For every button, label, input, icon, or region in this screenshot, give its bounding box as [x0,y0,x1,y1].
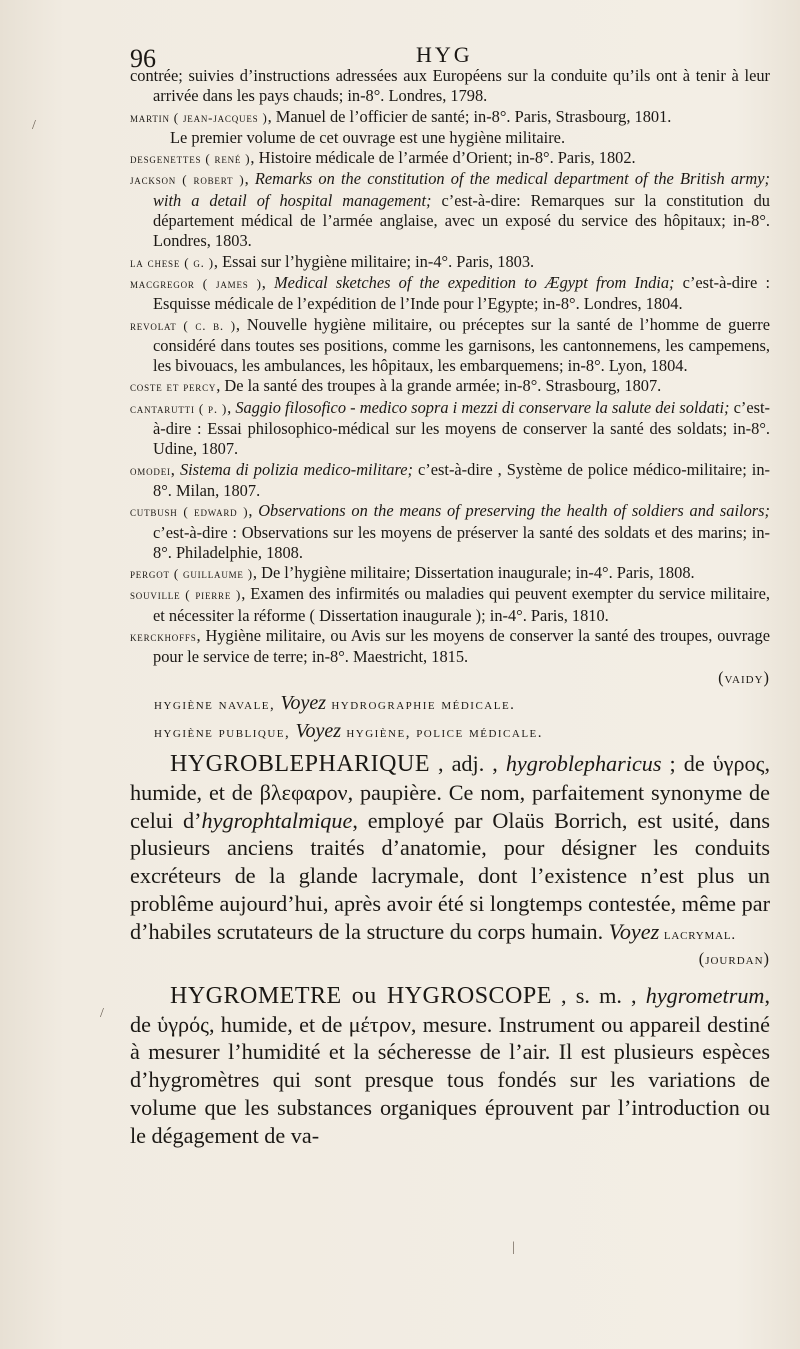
italic-text: Medical sketches of the expedition to Ægypt from India; [274,272,675,292]
body-text: , [170,459,180,479]
bibliography-entry [130,315,770,377]
bibliography-entry [130,273,770,315]
body-text: , Histoire médicale de l’armée d’Orient; in-8°. Paris, 1802. [250,148,636,168]
author-name: omodei [130,462,171,478]
bibliography-note [130,128,770,148]
body-text: , s. m. , [551,982,646,1008]
body-text: , Manuel de l’officier de santé; in-8°. Paris, Strasbourg, 1801. [267,106,672,126]
italic-text: Observations on the means of preserving the health of soldiers and sailors; [258,501,770,521]
body-text: contrée; suivies d’instructions adressées aux Européens sur la conduite qu’ils ont à tenir à leur arrivée dans les pays chauds; in-8°. Londres, 1798. [130,66,770,106]
author-name: coste et percy [130,379,217,395]
body-text: c’est-à-dire : Esquisse médicale de l’expédition de l’Inde pour l’Egypte; in-8°. Londres, 1804. [153,272,770,314]
body-text: , De l’hygiène militaire; Dissertation inaugurale; in-4°. Paris, 1808. [252,563,695,583]
body-text: c’est-à-dire: Remarques sur la constitution du département médical de l’armée anglaise, avec un exposé du service des hôpitaux; in-8°. Londres, 1803. [153,190,770,251]
body-text: , Nouvelle hygiène militaire, ou préceptes sur la santé de l’homme de guerre considéré dans toutes ses positions, comme les garnisons, les cantonnemens, les campemens, les bivouacs, les ambulances, les hôpitaux, les embarquemens; in-8°. Lyon, 1804. [153,314,770,376]
italic-text: Sistema di polizia medico-militare; [179,459,413,479]
body-text: , Essai sur l’hygiène militaire; in-4°. Paris, 1803. [213,251,535,271]
body-text: , De la santé des troupes à la grande armée; in-8°. Strasbourg, 1807. [216,376,662,396]
cross-ref-voyez: Voyez [295,719,342,742]
author-name: macgregor ( james ) [130,275,262,291]
author-signature-vaidy: (vaidy) [718,667,770,687]
bibliography-entry [130,563,770,584]
body-text: , [227,397,236,417]
bibliography-entry [130,398,770,460]
running-head: HYG [416,42,473,67]
body-text: c’est-à-dire , Système de police médico-militaire; in-8°. Milan, 1807. [153,459,770,500]
author-signature-jourdan: (jourdan) [698,949,770,969]
bibliography-entry [130,584,770,626]
author-name: la chese ( g. ) [130,254,214,270]
bibliography-entry [130,626,770,668]
body-text: c’est-à-dire : Observations sur les moyens de préserver la santé des soldats et des marins; in-8°. Philadelphie, 1808. [153,522,770,562]
author-name: martin ( jean-jacques ) [130,109,268,125]
italic-text: Voyez [608,918,660,944]
cross-reference [154,720,770,744]
body-text: , de ὑγρός, humide, et de μέτρον, mesure. Instrument ou appareil destiné à mesurer l’humidité et la sécheresse de l’air. Il est plusieurs espèces d’hygromètres qui sont presque tous fondés sur les variations de volume que les substances organiques éprouvent par l’introduction ou le dégagement de va- [130,982,770,1148]
italic-text: hygroblepharicus [505,750,662,776]
body-text: Le premier volume de cet ouvrage est une hygiène militaire. [170,127,566,147]
cross-ref-term: hygiène navale, [154,696,276,713]
italic-text: Remarks on the constitution of the medical department of the British army; with a detail of hospital management; [153,169,770,210]
page-body [130,66,770,1150]
author-name: revolat ( c. b. ) [130,317,236,333]
headword: HYGROBLEPHARIQUE [170,750,430,777]
cross-ref-voyez: Voyez [280,691,327,714]
body-text: , Hygiène militaire, ou Avis sur les moyens de conserver la santé des troupes, ouvrage pour le service de terre; in-8°. Maestricht, 1815. [153,626,770,667]
cross-reference [154,692,770,716]
bibliography-entry [130,148,770,169]
bibliography-entry [130,66,770,107]
author-name: desgenettes ( rené ) [130,151,251,167]
body-text: , [244,169,255,189]
italic-text: Saggio filosofico - medico sopra i mezzi di conservare la salute dei soldati; [235,397,730,417]
headword: HYGROMETRE ou HYGROSCOPE [170,982,552,1009]
italic-text: hygrophtalmique [201,807,353,833]
book-page: 96 HYG contrée; suivies d’instructions adressées aux Européens sur la conduite qu’ils ont à tenir à leur arrivée dans les pays chauds; in-8°. Londres, 1798. martin ( jean-jacques ), Manuel de l’officier de santé; in-8°. Paris, Strasbourg, 1801. Le premier volume de cet ouvrage est une hygiène militaire. desgenettes ( rené ), Histoire médicale de l’armée d’Orient; in-8°. Paris, 1802. jackson ( robert ), Remarks on the constitution of the medical department of the British army; with a detail of hospital management; c’est-à-dire: Remarques sur la constitution du département médical de l’armée anglaise, avec un exposé du service des hôpitaux; in-8°. Londres, 1803. la chese ( g. ), Essai sur l’hygiène militaire; in-4°. Paris, 1803. macgregor ( james ), Medical sketches of the expedition to Ægypt from India; c’est-à-dire : Esquisse médicale de l’expédition de l’Inde pour l’Egypte; in-8°. Londres, 1804. revolat ( c. b. ), Nouvelle hygiène militaire, ou préceptes sur la santé de l’homme de guerre considéré dans toutes ses positions, comme les garnisons, les cantonnemens, les campemens, les bivouacs, les ambulances, les hôpitaux, les embarquemens; in-8°. Lyon, 1804. coste et percy, De la santé des troupes à la grande armée; in-8°. Strasbourg, 1807. cantarutti ( p. ), Saggio filosofico - medico sopra i mezzi di conservare la salute dei soldati; c’est-à-dire : Essai philosophico-médical sur les moyens de conserver la santé des soldats; in-8°. Udine, 1807. omodei, Sistema di polizia medico-militare; c’est-à-dire , Système de police médico-militaire; in-8°. Milan, 1807. cutbush ( edward ), Observations on the means of preserving the health of soldiers and sailors; c’est-à-dire : Observations sur les moyens de préserver la santé des soldats et des marins; in-8°. Philadelphie, 1808. pergot ( guillaume ), De l’hygiène militaire; Dissertation inaugurale; in-4°. Paris, 1808. souville ( pierre ), Examen des infirmités ou maladies qui peuvent exempter du service militaire, et nécessiter la réforme ( Dissertation inaugurale ); in-4°. Paris, 1810. kerckhoffs, Hygiène militaire, ou Avis sur les moyens de conserver la santé des troupes, ouvrage pour le service de terre; in-8°. Maestricht, 1815. (vaidy) hygiène navale, Voyez hydrographie médicale. hygiène publique, Voyez hygiène, police médicale. HYGROBLEPHARIQUE , adj. , hygroblepharicus ; de ὑγρος, humide, et de βλεφαρον, paupière. Ce nom, parfaitement synonyme de celui d’hygrophtalmique, employé par Olaüs Borrich, est usité, dans plusieurs anciens traités d’anatomie, pour désigner les conduits excréteurs de la glande lacrymale, dont l’existence n’est plus un problême aujourd’hui, après avoir été si longtemps contestée, même par d’habiles scrutateurs de la structure du corps humain. Voyez lacrymal. (jourdan) HYGROMETRE ou HYGROSCOPE , s. m. , hygrometrum, de ὑγρός, humide, et de μέτρον, mesure. Instrument ou appareil destiné à mesurer l’humidité et la sécheresse de l’air. Il est plusieurs espèces d’hygromètres qui sont presque tous fondés sur les variations de volume que les substances organiques éprouvent par l’introduction ou le dégagement de va- / / | [0,0,800,1349]
author-name: souville ( pierre ) [130,587,242,603]
bibliography-entry [130,460,770,502]
page-number: 96 [130,44,156,73]
author-name: cutbush ( edward ) [130,504,249,520]
bibliography-entry [130,252,770,273]
author-name: lacrymal. [659,926,736,943]
cross-ref-term: hygiène publique, [154,724,291,741]
body-text: , Examen des infirmités ou maladies qui peuvent exempter du service militaire, et nécessiter la réforme ( Dissertation inaugurale ); in-4°. Paris, 1810. [153,584,770,625]
author-name: jackson ( robert ) [130,172,245,188]
body-text: c’est-à-dire : Essai philosophico-médical sur les moyens de conserver la santé des soldats; in-8°. Udine, 1807. [153,397,771,459]
body-text: , [248,501,259,521]
author-name: cantarutti ( p. ) [130,400,228,416]
article-hygroblepharique [130,750,770,950]
author-name: kerckhoffs [130,629,197,645]
bibliography-entry [130,107,770,128]
body-text: , employé par Olaüs Borrich, est usité, dans plusieurs anciens traités d’anatomie, pour désigner les conduits excréteurs de la glande lacrymale, dont l’existence n’est plus un problême aujourd’hui, après avoir été si longtemps contestée, même par d’habiles scrutateurs de la structure du corps humain. [130,807,770,944]
body-text: , [261,272,275,292]
body-text: , adj. , [430,750,506,776]
italic-text: hygrometrum [645,982,765,1008]
cross-ref-target: hygiène, police médicale. [346,724,544,741]
body-text: ; de ὑγρος, humide, et de βλεφαρον, paupière. Ce nom, parfaitement synonyme de celui d’ [130,750,770,833]
bibliography-entry [130,169,770,251]
author-name: pergot ( guillaume ) [130,566,253,582]
article-hygrometre [130,982,770,1150]
bibliography-entry [130,501,770,563]
bibliography-list [130,66,770,668]
cross-ref-target: hydrographie médicale. [331,696,516,713]
bibliography-entry [130,376,770,397]
